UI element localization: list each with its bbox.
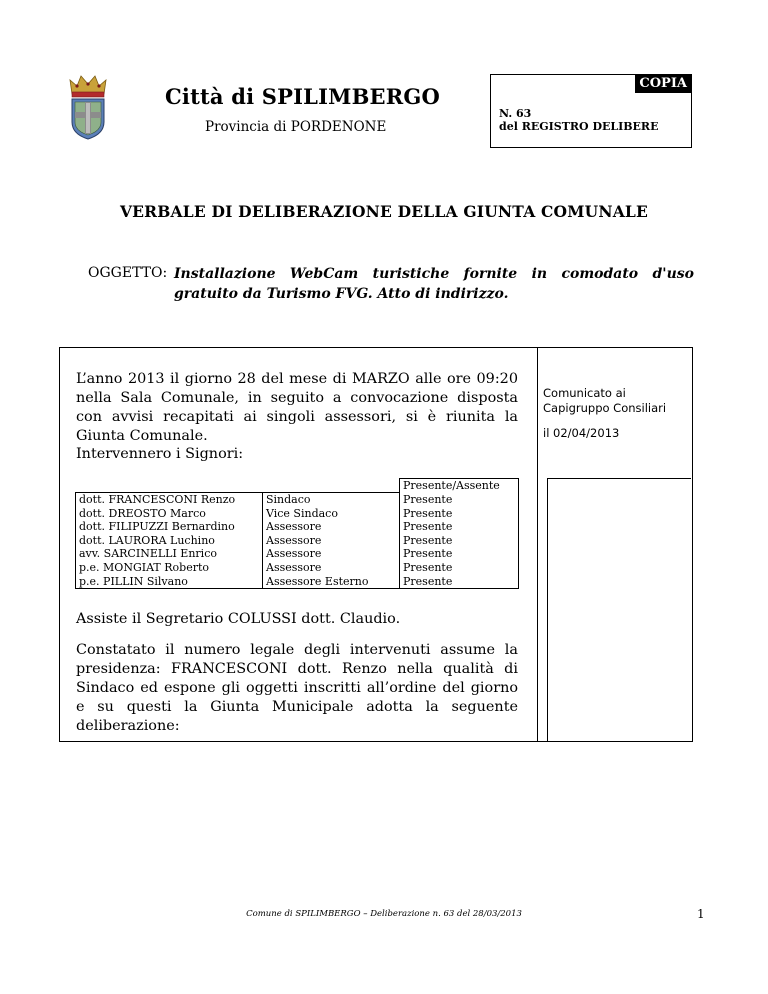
member-name: p.e. PILLIN Silvano — [76, 575, 263, 589]
table-row — [76, 493, 519, 507]
member-status: Presente — [400, 493, 519, 507]
meeting-intro: L’anno 2013 il giorno 28 del mese di MARZO alle ore 09:20 nella Sala Comunale, in seguito a convocazione disposta con avvisi recapitati ai singoli assessori, si è riunita la Giunta Comunale. — [76, 371, 518, 444]
member-name: dott. DREOSTO Marco — [76, 507, 263, 521]
copy-label: COPIA — [635, 75, 691, 93]
city-title: Città di SPILIMBERGO — [165, 84, 441, 109]
city-crest-icon — [66, 72, 110, 140]
secretary-line: Assiste il Segretario COLUSSI dott. Claudio. — [76, 611, 401, 627]
member-status: Presente — [400, 547, 519, 561]
member-status: Presente — [400, 507, 519, 521]
register-number-value: N. 63 — [499, 107, 532, 120]
table-row — [76, 507, 519, 521]
member-name: dott. FILIPUZZI Bernardino — [76, 520, 263, 534]
table-row — [76, 534, 519, 548]
attendees-heading: Intervennero i Signori: — [76, 446, 244, 462]
frame-divider — [537, 347, 538, 741]
register-label: del REGISTRO DELIBERE — [499, 120, 659, 133]
communicated-note: Comunicato ai Capigruppo Consiliari — [543, 386, 667, 415]
attendance-table — [75, 478, 519, 589]
register-number — [499, 107, 658, 133]
member-name: p.e. MONGIAT Roberto — [76, 561, 263, 575]
member-status: Presente — [400, 534, 519, 548]
member-name: avv. SARCINELLI Enrico — [76, 547, 263, 561]
document-title: VERBALE DI DELIBERAZIONE DELLA GIUNTA COMUNALE — [119, 202, 649, 221]
province-label: Provincia di PORDENONE — [205, 119, 387, 135]
member-role: Sindaco — [263, 493, 400, 507]
quorum-paragraph: Constatato il numero legale degli intervenuti assume la presidenza: FRANCESCONI dott. Renzo nella qualità di Sindaco ed espone gli oggetti inscritti all’ordine del giorno e su questi la Giunta Municipale adotta la seguente deliberazione: — [76, 642, 518, 734]
member-status: Presente — [400, 561, 519, 575]
member-role: Assessore — [263, 547, 400, 561]
frame-inner-rule — [547, 478, 691, 479]
table-row — [76, 575, 519, 589]
subject-text: Installazione WebCam turistiche fornite in comodato d'uso gratuito da Turismo FVG. Atto di indirizzo. — [174, 266, 694, 302]
table-row — [76, 520, 519, 534]
table-row — [76, 547, 519, 561]
member-role: Vice Sindaco — [263, 507, 400, 521]
member-role: Assessore — [263, 561, 400, 575]
subject-label: OGGETTO: — [88, 265, 168, 281]
register-box — [490, 74, 692, 148]
page-footer: Comune di SPILIMBERGO – Deliberazione n. 63 del 28/03/2013 — [246, 909, 522, 919]
member-role: Assessore — [263, 534, 400, 548]
table-cell — [76, 479, 263, 493]
attendance-header: Presente/Assente — [400, 479, 519, 493]
member-role: Assessore Esterno — [263, 575, 400, 589]
table-header-row — [76, 479, 519, 493]
frame-inner-divider — [547, 478, 548, 741]
member-name: dott. FRANCESCONI Renzo — [76, 493, 263, 507]
table-cell — [263, 479, 400, 493]
page-number: 1 — [697, 907, 705, 921]
member-role: Assessore — [263, 520, 400, 534]
member-status: Presente — [400, 520, 519, 534]
member-status: Presente — [400, 575, 519, 589]
table-row — [76, 561, 519, 575]
communicated-date: il 02/04/2013 — [543, 426, 620, 440]
member-name: dott. LAURORA Luchino — [76, 534, 263, 548]
